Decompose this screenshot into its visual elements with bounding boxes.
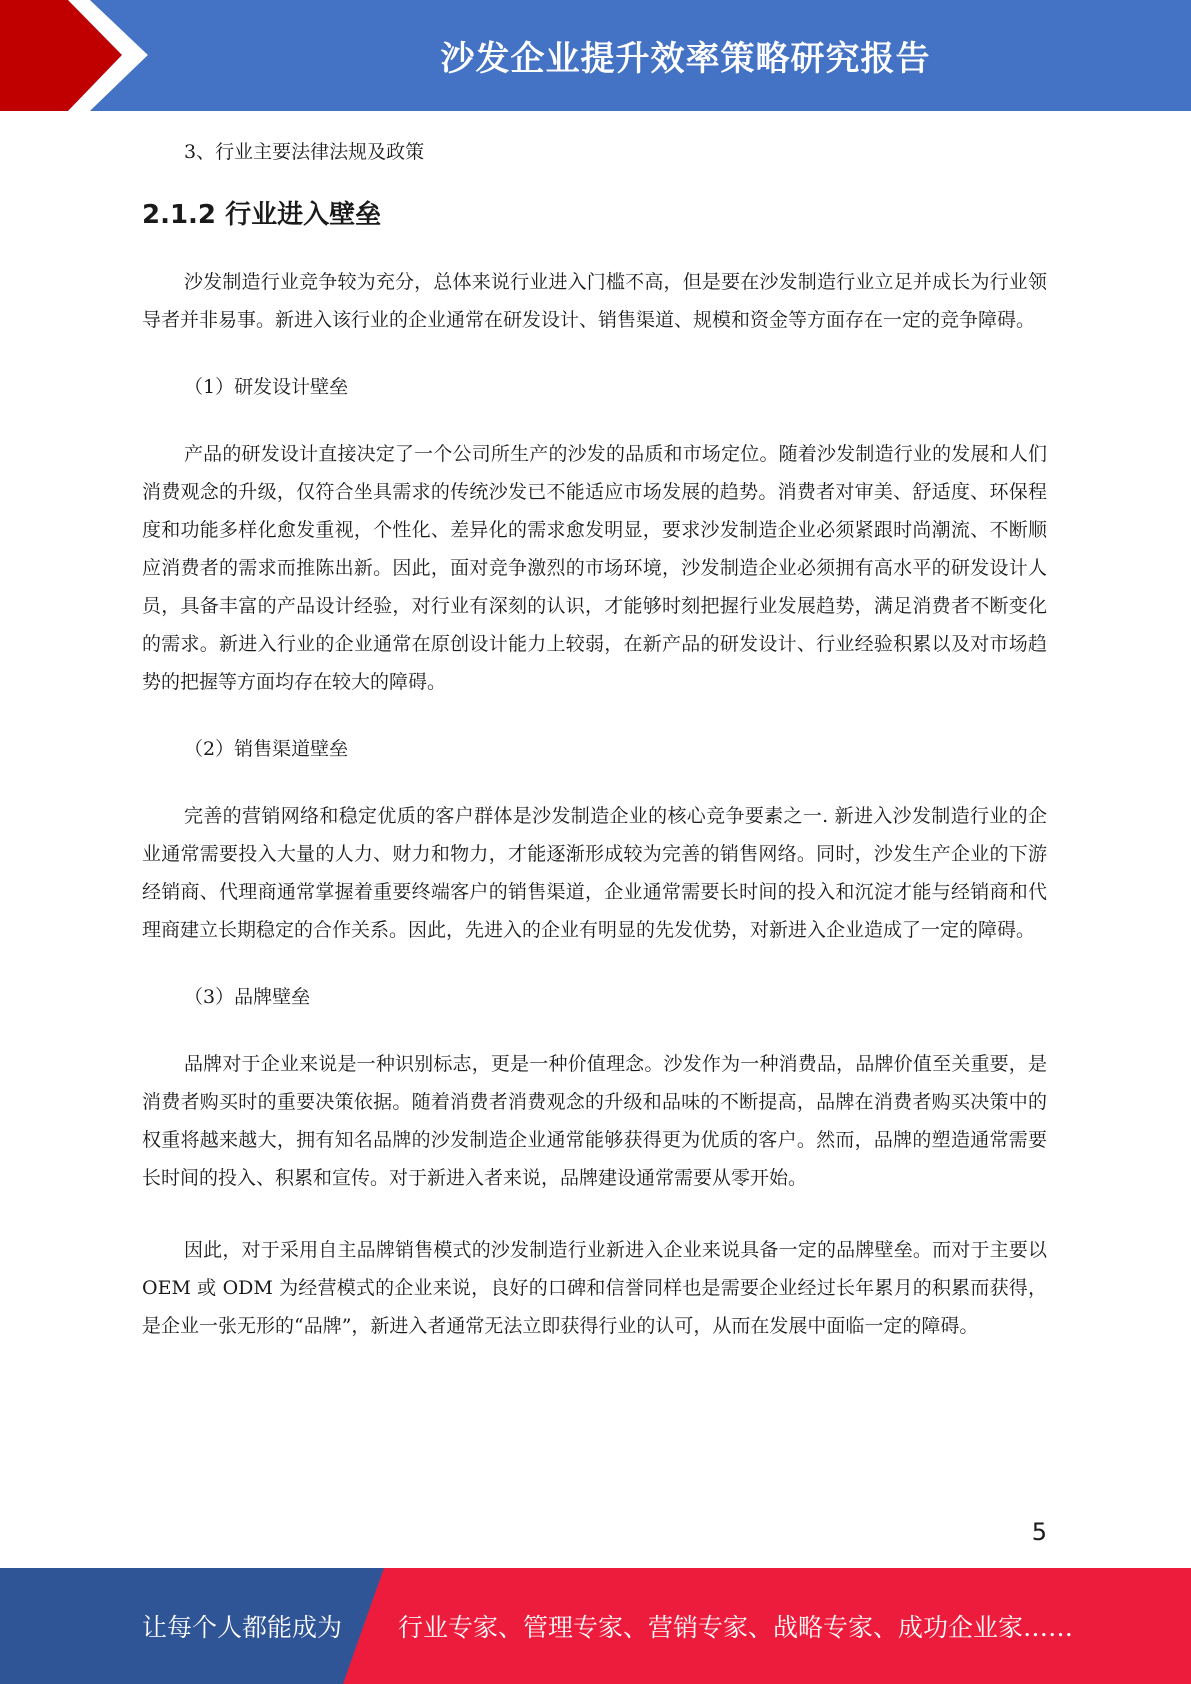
document-body [142, 128, 1047, 1345]
footer-banner [0, 1568, 1191, 1684]
footer-slogan-left: 让每个人都能成为 [142, 1613, 343, 1642]
header-banner [0, 0, 1191, 111]
paragraph-sales: 完善的营销网络和稳定优质的客户群体是沙发制造企业的核心竞争要素之一. 新进入沙发制造行业的企业通常需要投入大量的人力、财力和物力，才能逐渐形成较为完善的销售网络。同时，沙发生产企业的下游经销商、代理商通常掌握着重要终端客户的销售渠道，企业通常需要长时间的投入和沉淀才能与经销商和代理商建立长期稳定的合作关系。因此，先进入的企业有明显的先发优势，对新进入企业造成了一定的障碍。 [142, 805, 1047, 941]
section-title: 2.1.2 行业进入壁垒 [142, 200, 382, 230]
header-chevron-icon [0, 0, 300, 111]
page-number: 5 [1031, 1518, 1047, 1546]
report-title: 沙发企业提升效率策略研究报告 [440, 39, 931, 79]
subheading: 3、行业主要法律法规及政策 [184, 141, 425, 163]
item-label-brand: （3）品牌壁垒 [184, 986, 311, 1008]
conclusion-paragraph: 因此，对于采用自主品牌销售模式的沙发制造行业新进入企业来说具备一定的品牌壁垒。而对于主要以 OEM 或 ODM 为经营模式的企业来说，良好的口碑和信誉同样也是需要企业经过长年累月的积累而获得，是企业一张无形的“品牌”，新进入者通常无法立即获得行业的认可，从而在发展中面临一定的障碍。 [142, 1239, 1047, 1337]
paragraph-brand: 品牌对于企业来说是一种识别标志，更是一种价值理念。沙发作为一种消费品，品牌价值至关重要，是消费者购买时的重要决策依据。随着消费者消费观念的升级和品味的不断提高，品牌在消费者购买决策中的权重将越来越大，拥有知名品牌的沙发制造企业通常能够获得更为优质的客户。然而，品牌的塑造通常需要长时间的投入、积累和宣传。对于新进入者来说，品牌建设通常需要从零开始。 [142, 1053, 1047, 1189]
intro-paragraph: 沙发制造行业竞争较为充分，总体来说行业进入门槛不高，但是要在沙发制造行业立足并成长为行业领导者并非易事。新进入该行业的企业通常在研发设计、销售渠道、规模和资金等方面存在一定的竞争障碍。 [142, 271, 1047, 331]
spacer [142, 1197, 1047, 1231]
item-label-sales: （2）销售渠道壁垒 [184, 738, 349, 760]
footer-slogan-right: 行业专家、管理专家、营销专家、战略专家、成功企业家…… [398, 1613, 1074, 1642]
item-label-rd: （1）研发设计壁垒 [184, 376, 349, 398]
paragraph-rd: 产品的研发设计直接决定了一个公司所生产的沙发的品质和市场定位。随着沙发制造行业的发展和人们消费观念的升级，仅符合坐具需求的传统沙发已不能适应市场发展的趋势。消费者对审美、舒适度、环保程度和功能多样化愈发重视，个性化、差异化的需求愈发明显，要求沙发制造企业必须紧跟时尚潮流、不断顺应消费者的需求而推陈出新。因此，面对竞争激烈的市场环境，沙发制造企业必须拥有高水平的研发设计人员，具备丰富的产品设计经验，对行业有深刻的认识，才能够时刻把握行业发展趋势，满足消费者不断变化的需求。新进入行业的企业通常在原创设计能力上较弱，在新产品的研发设计、行业经验积累以及对市场趋势的把握等方面均存在较大的障碍。 [142, 443, 1047, 693]
